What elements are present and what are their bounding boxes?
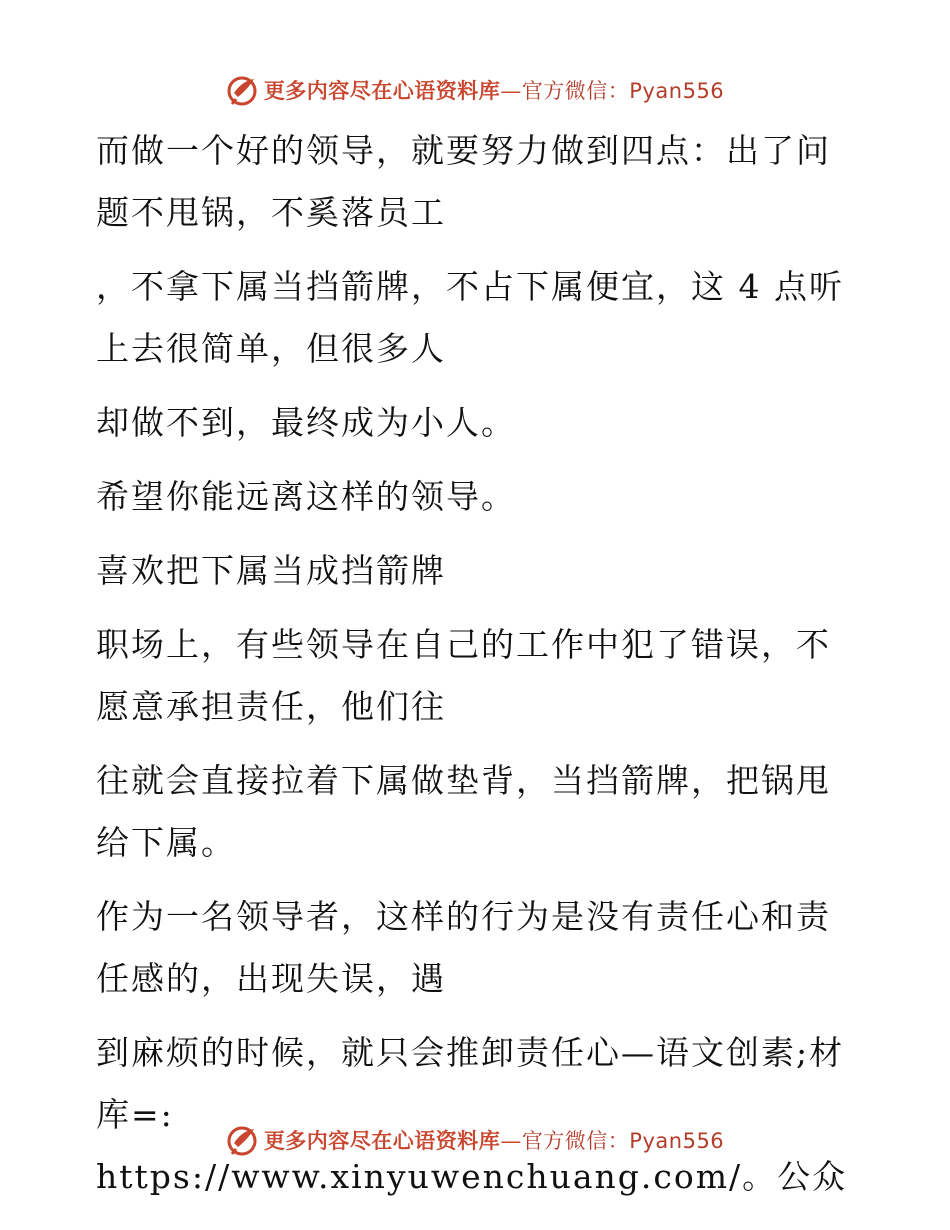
footer-banner <box>0 1120 950 1160</box>
pen-logo-icon <box>226 1123 260 1157</box>
document-body <box>96 120 856 1220</box>
section-heading: 喜欢把下属当成挡箭牌 <box>96 551 446 590</box>
paragraph: 而做一个好的领导，就要努力做到四点：出了问题不甩锅，不奚落员工 <box>96 131 831 232</box>
banner-text: 更多内容尽在心语资料库—官方微信：Pyan556 <box>263 1129 725 1153</box>
paragraph: 却做不到，最终成为小人。 <box>96 403 516 442</box>
paragraph: 到麻烦的时候，就只会推卸责任心—语文创素;材库=: https://www.xinyuwenchuang.com/。公众 <box>96 1033 848 1196</box>
pen-logo-icon <box>226 73 260 107</box>
banner-text: 更多内容尽在心语资料库—官方微信：Pyan556 <box>263 79 725 103</box>
paragraph: 希望你能远离这样的领导。 <box>96 477 516 516</box>
paragraph: 作为一名领导者，这样的行为是没有责任心和责任感的，出现失误，遇 <box>96 897 831 998</box>
paragraph: 职场上，有些领导在自己的工作中犯了错误，不愿意承担责任，他们往 <box>96 625 831 726</box>
paragraph: ，不拿下属当挡箭牌，不占下属便宜，这 4 点听上去很简单，但很多人 <box>96 267 844 368</box>
paragraph: 往就会直接拉着下属做垫背，当挡箭牌，把锅甩给下属。 <box>96 761 831 862</box>
header-banner <box>0 70 950 110</box>
